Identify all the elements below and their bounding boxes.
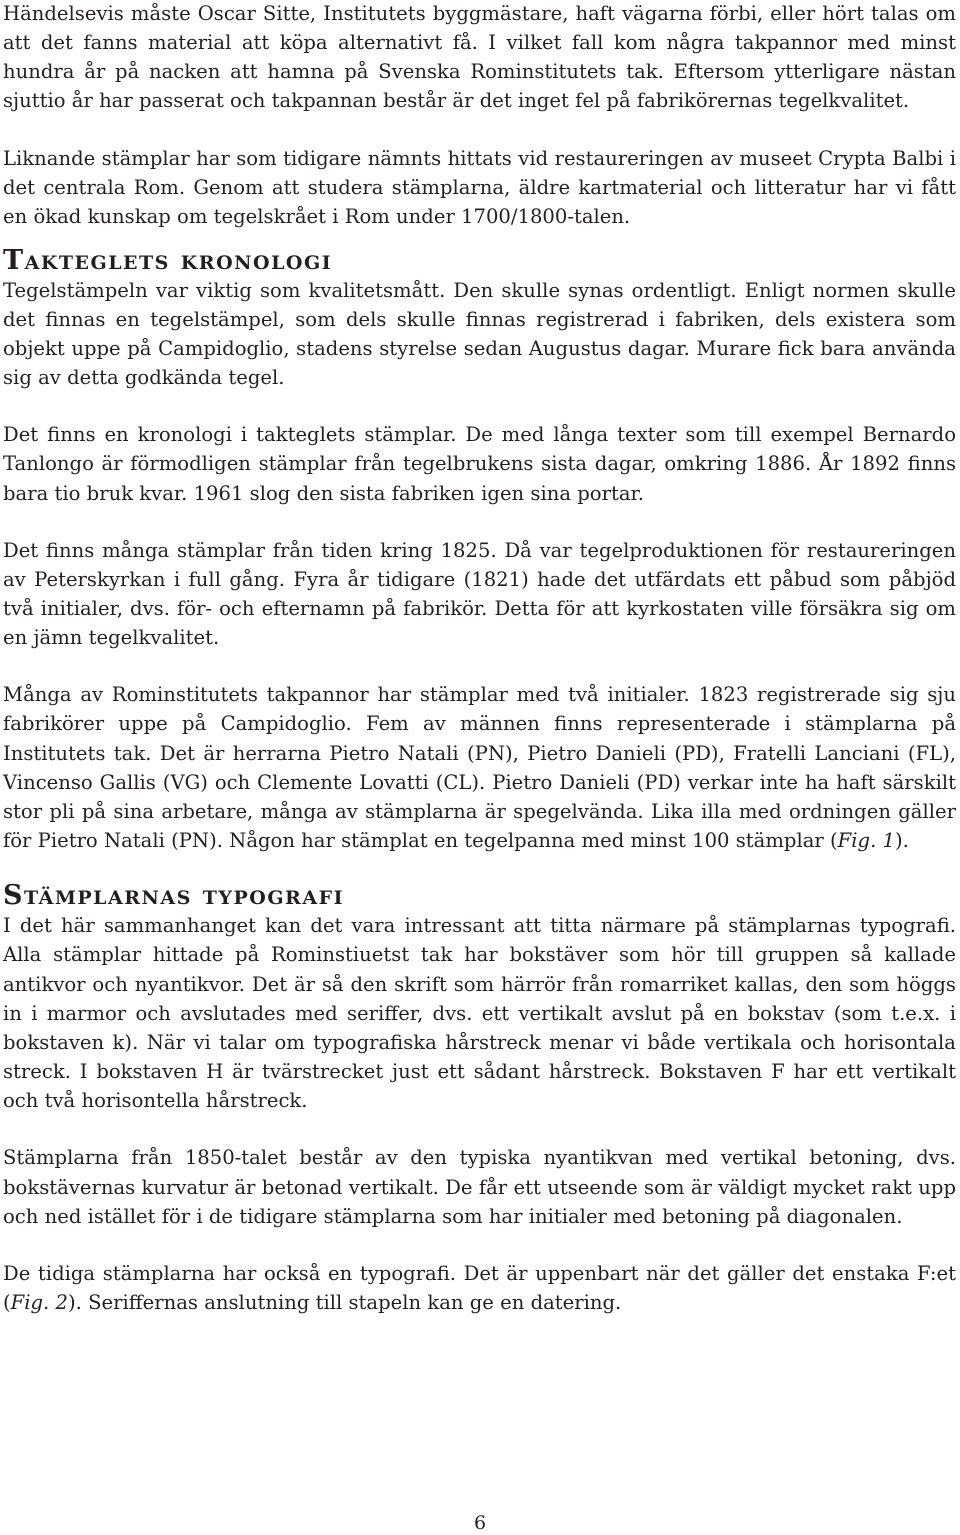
- paragraph-typografi-1: I det här sammanhanget kan det vara intressant att titta närmare på stämplarnas typografi. Alla stämplar hittade på Rominstiuetst tak har bokstäver som hör till gruppen så kallade antikvor och nyantikvor. Det är så den skrift som härrör från romarriket kallas, den som höggs in i marmor och avslutades med seriffer, dvs. ett vertikalt avslut på en bokstav (som t.e.x. i bokstaven k). När vi talar om typografiska hårstreck menar vi både vertikala och horisontala streck. I bokstaven H är tvärstrecket just ett sådant hårstreck. Bokstaven F har ett vertikalt och två horisontella hårstreck.: [3, 914, 956, 1113]
- heading-stamplarnas-typografi: Stämplarnas typografi: [3, 880, 344, 912]
- paragraph-intro-1: Händelsevis måste Oscar Sitte, Institutets byggmästare, haft vägarna förbi, eller hört talas om att det fanns material att köpa alternativt få. I vilket fall kom några takpannor med minst hundra år på nacken att hamna på Svenska Rominstitutets tak. Eftersom ytterligare nästan sjuttio år har passerat och takpannan består är det inget fel på fabrikörernas tegelkvalitet.: [3, 2, 956, 113]
- paragraph-typografi-2: Stämplarna från 1850-talet består av den typiska nyantikvan med vertikal betoning, dvs. bokstävernas kurvatur är betonad vertikalt. De får ett utseende som är väldigt mycket rakt upp och ned istället för i de tidigare stämplarna som har initialer med betoning på diagonalen.: [3, 1146, 956, 1228]
- paragraph-kronologi-1: Tegelstämpeln var viktig som kvalitetsmått. Den skulle synas ordentligt. Enligt normen skulle det finnas en tegelstämpel, som dels skulle finnas registrerad i fabriken, dels existera som objekt uppe på Campidoglio, stadens styrelse sedan Augustus dagar. Murare fick bara använda sig av detta godkända tegel.: [3, 278, 956, 390]
- page-number: 6: [473, 1512, 487, 1534]
- paragraph-kronologi-4-end: ).: [895, 829, 909, 853]
- paragraph-kronologi-4-text: Många av Rominstitutets takpannor har stämplar med två initialer. 1823 registrerade sig sju fabrikörer uppe på Campidoglio. Fem av männen finns representerade i stämplarna på Institutets tak. Det är herrarna Pietro Natali (PN), Pietro Danieli (PD), Fratelli Lanciani (FL), Vincenso Gallis (VG) och Clemente Lovatti (CL). Pietro Danieli (PD) verkar inte ha haft särskilt stor pli på sina arbetare, många av stämplarna är spegelvända. Lika illa med ordningen gäller för Pietro Natali (PN). Någon har stämplat en tegelpanna med minst 100 stämplar (: [3, 683, 956, 853]
- figure-reference-1: Fig. 1: [837, 829, 895, 853]
- paragraph-typografi-3: [3, 1259, 956, 1317]
- paragraph-typografi-3-text: De tidiga stämplarna har också en typografi. Det är uppenbart när det gäller det enstaka F:et (: [3, 1261, 956, 1314]
- figure-reference-2: Fig. 2: [10, 1290, 68, 1314]
- paragraph-kronologi-3: Det finns många stämplar från tiden kring 1825. Då var tegelproduktionen för restaureringen av Peterskyrkan i full gång. Fyra år tidigare (1821) hade det utfärdats ett påbud som påbjöd två initialer, dvs. för- och efternamn på fabrikör. Detta för att kyrkostaten ville försäkra sig om en jämn tegelkvalitet.: [3, 538, 956, 650]
- paragraph-typografi-3-end: ). Seriffernas anslutning till stapeln kan ge en datering.: [67, 1290, 622, 1314]
- paragraph-kronologi-2: Det finns en kronologi i takteglets stämplar. De med långa texter som till exempel Bernardo Tanlongo är förmodligen stämplar från tegelbrukens sista dagar, omkring 1886. År 1892 finns bara tio bruk kvar. 1961 slog den sista fabriken igen sina portar.: [3, 423, 956, 505]
- heading-takteglets-kronologi: Takteglets kronologi: [3, 244, 333, 276]
- paragraph-kronologi-4: [3, 680, 956, 855]
- paragraph-intro-2: Liknande stämplar har som tidigare nämnts hittats vid restaureringen av museet Crypta Balbi i det centrala Rom. Genom att studera stämplarna, äldre kartmaterial och litteratur har vi fått en ökad kunskap om tegelskrået i Rom under 1700/1800-talen.: [3, 147, 956, 229]
- page-body: [3, 0, 956, 1317]
